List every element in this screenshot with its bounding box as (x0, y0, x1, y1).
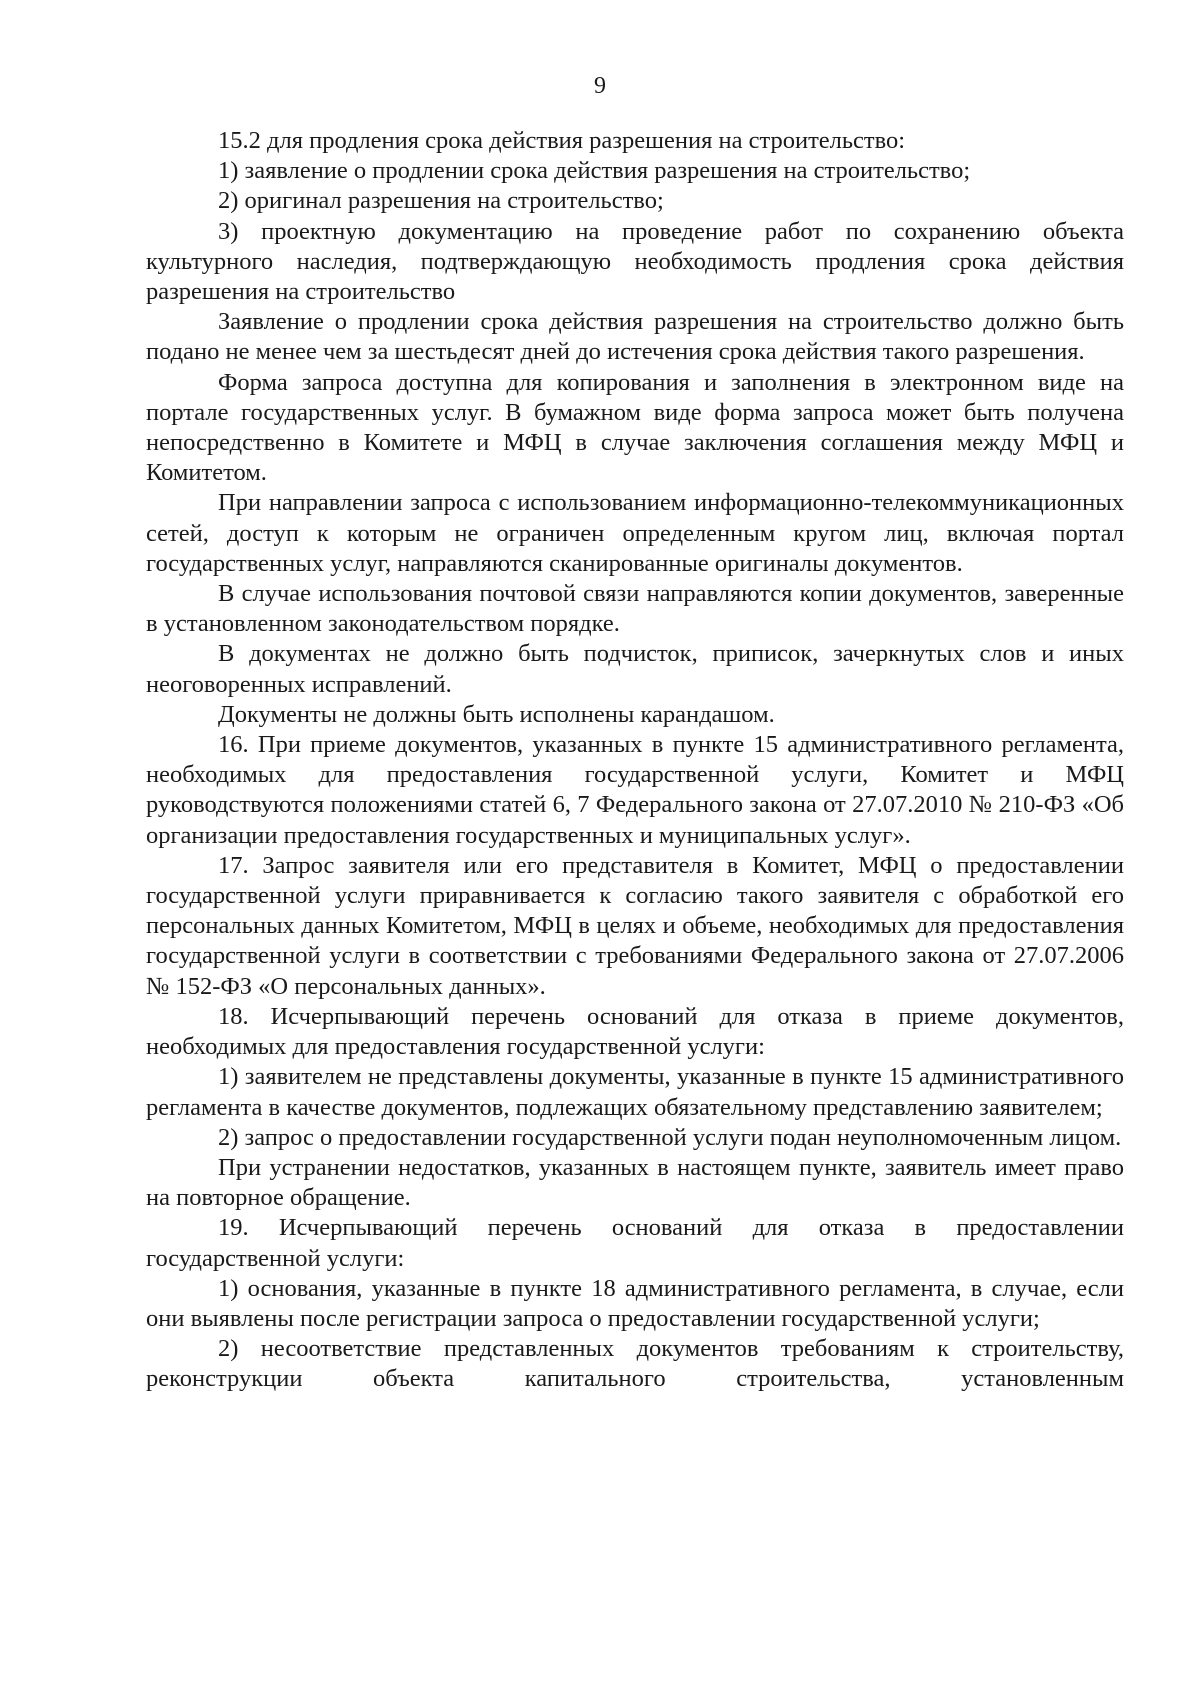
paragraph-repeat-request: При устранении недостатков, указанных в настоящем пункте, заявитель имеет право на повторное обращение. (146, 1153, 1124, 1212)
list-item-19-1: 1) основания, указанные в пункте 18 административного регламента, в случае, если они выявлены после регистрации запроса о предоставлении государственной услуги; (146, 1274, 1124, 1332)
paragraph-electronic-submission: При направлении запроса с использованием информационно-телекоммуникационных сетей, доступ к которым не ограничен определенным кругом лиц, включая портал государственных услуг, направляются сканированные оригиналы документов. (146, 489, 1124, 577)
paragraph-application-deadline: Заявление о продлении срока действия разрешения на строительство должно быть подано не менее чем за шестьдесят дней до истечения срока действия такого разрешения. (146, 308, 1124, 366)
paragraph-no-corrections: В документах не должно быть подчисток, приписок, зачеркнутых слов и иных неоговоренных исправлений. (146, 640, 1124, 698)
list-item-15-2-1: 1) заявление о продлении срока действия разрешения на строительство; (218, 157, 971, 185)
paragraph-16: 16. При приеме документов, указанных в пункте 15 административного регламента, необходимых для предоставления государственной услуги, Комитет и МФЦ руководствуются положениями статей 6, 7 Федерального закона от 27.07.2010 № 210-ФЗ «Об организации предоставления государственных и муниципальных услуг». (146, 731, 1124, 849)
document-body (146, 126, 1124, 1395)
list-item-15-2-3: 3) проектную документацию на проведение работ по сохранению объекта культурного наследия, подтверждающую необходимость продления срока действия разрешения на строительство (146, 217, 1124, 306)
list-item-18-2: 2) запрос о предоставлении государственной услуги подан неуполномоченным лицом. (218, 1123, 1122, 1151)
list-item-15-2-2: 2) оригинал разрешения на строительство; (218, 187, 664, 215)
list-item-19-2: 2) несоответствие представленных документов требованиям к строительству, реконструкции объекта капитального строительства, установленным (146, 1335, 1124, 1393)
paragraph-request-form: Форма запроса доступна для копирования и заполнения в электронном виде на портале государственных услуг. В бумажном виде форма запроса может быть получена непосредственно в Комитете и МФЦ в случае заключения соглашения между МФЦ и Комитетом. (146, 368, 1124, 487)
page-number: 9 (594, 73, 606, 99)
list-item-18-1: 1) заявителем не представлены документы, указанные в пункте 15 административного регламента в качестве документов, подлежащих обязательному представлению заявителем; (146, 1063, 1124, 1121)
paragraph-15-2-heading: 15.2 для продления срока действия разрешения на строительство: (218, 127, 906, 154)
paragraph-18: 18. Исчерпывающий перечень оснований для отказа в приеме документов, необходимых для предоставления государственной услуги: (146, 1002, 1124, 1061)
paragraph-postal-submission: В случае использования почтовой связи направляются копии документов, заверенные в установленном законодательством порядке. (146, 580, 1124, 638)
paragraph-19: 19. Исчерпывающий перечень оснований для отказа в предоставлении государственной услуги: (146, 1214, 1124, 1272)
paragraph-17: 17. Запрос заявителя или его представителя в Комитет, МФЦ о предоставлении государственной услуги приравнивается к согласию такого заявителя с обработкой его персональных данных Комитетом, МФЦ в целях и объеме, необходимых для предоставления государственной услуги в соответствии с требованиями Федерального закона от 27.07.2006 № 152-ФЗ «О персональных данных». (146, 851, 1124, 1000)
paragraph-no-pencil: Документы не должны быть исполнены карандашом. (218, 700, 775, 728)
